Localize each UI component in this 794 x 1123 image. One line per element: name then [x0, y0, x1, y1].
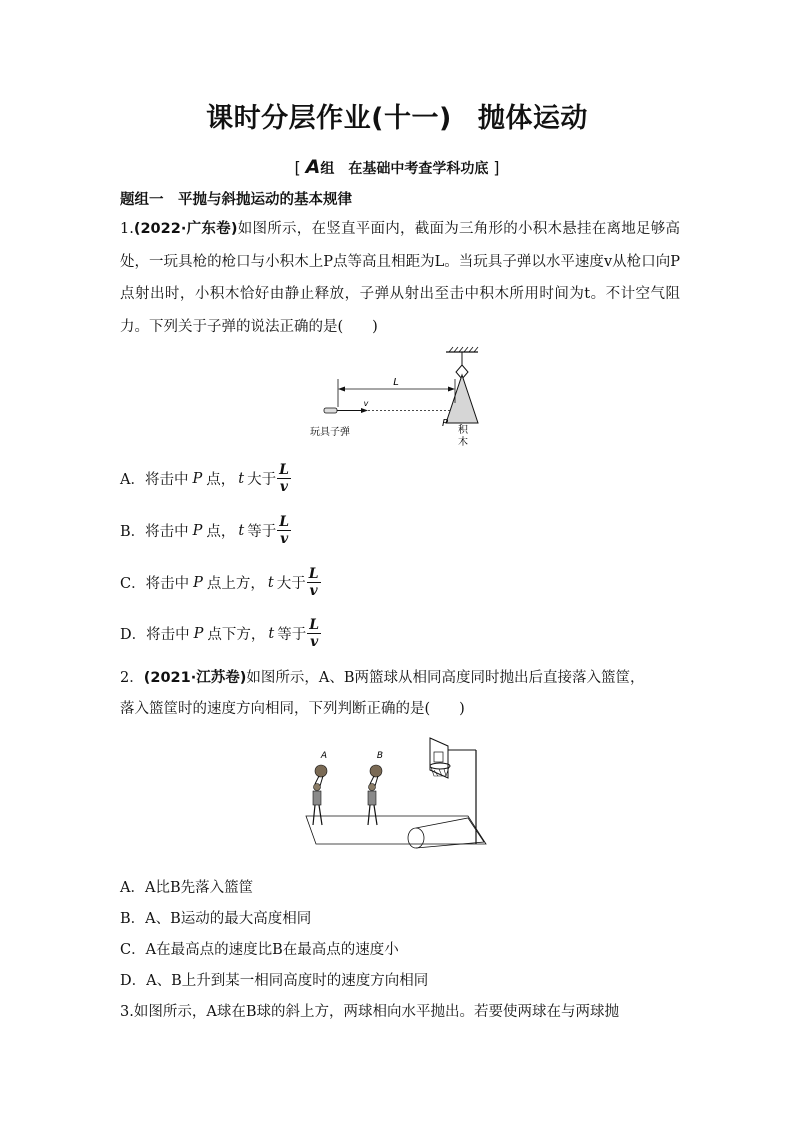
player-a-leg	[313, 805, 315, 825]
title-sub: 抛体运动	[477, 103, 588, 134]
player-b-head	[369, 784, 376, 791]
q1-text: 如图所示，在竖直平面内，截面为三角形的小积木悬挂在离地足够高处，一玩具枪的枪口与小积木上P点等高且相距为L。当玩具子弹以水平速度v从枪口向P点射出时，小积木恰好由静止释放，子弹从射出至击中积木所用时间为t。不计空气阻力。下列关于子弹的说法正确的是( )	[120, 221, 680, 335]
question-2-line-1	[120, 668, 680, 688]
question-1	[120, 213, 680, 343]
label-P: P	[441, 418, 448, 429]
section-heading: 题组一 平抛与斜抛运动的基本规律	[120, 192, 352, 208]
q3-number: 3.	[120, 1004, 134, 1020]
q2-option-b[interactable]: B．A、B运动的最大高度相同	[120, 911, 312, 927]
q1-source: (2022·广东卷)	[133, 221, 238, 237]
q1-option-b[interactable]: B．将击中 P 点， t 等于 $\frac{L}{v}$	[120, 514, 290, 547]
dim-arrow-left	[338, 387, 345, 392]
label-B: B	[376, 751, 384, 761]
q2-option-d[interactable]: D．A、B上升到某一相同高度时的速度方向相同	[120, 973, 429, 989]
label-toy-bullet: 玩具子弹	[310, 427, 350, 438]
player-a-body	[313, 791, 321, 805]
group-letter: A	[305, 156, 321, 178]
velocity-arrow	[361, 408, 368, 413]
ceiling-hatch	[449, 347, 478, 352]
player-a-leg	[319, 805, 322, 825]
page-title	[0, 96, 794, 135]
q1-figure	[300, 345, 500, 450]
q3-text: 如图所示，A球在B球的斜上方，两球相向水平抛出。若要使两球在与两球抛	[133, 1004, 619, 1020]
group-open-bracket: [	[294, 158, 301, 177]
group-text: 组 在基础中考查学科功底	[320, 161, 489, 177]
label-A: A	[320, 751, 328, 761]
wooden-block	[446, 375, 478, 423]
q2-figure	[298, 734, 488, 854]
court-circle	[408, 828, 424, 848]
player-b-body	[368, 791, 376, 805]
ball-a	[315, 765, 327, 777]
q1-option-d[interactable]: D．将击中 P 点下方， t 等于 $\frac{L}{v}$	[120, 617, 320, 650]
label-v: v	[363, 399, 369, 408]
player-a-arm	[320, 776, 323, 786]
fraction: $\frac{L}{v}$	[279, 462, 289, 495]
player-b-arm	[370, 776, 374, 784]
ball-b	[370, 765, 382, 777]
label-block-2: 木	[458, 437, 468, 448]
player-a-arm	[315, 776, 319, 784]
q2-text-1: 如图所示，A、B两篮球从相同高度同时抛出后直接落入篮筐，	[246, 670, 645, 686]
q1-option-c[interactable]: C．将击中 P 点上方， t 大于 $\frac{L}{v}$	[120, 566, 319, 599]
q2-source: (2021·江苏卷)	[143, 670, 247, 686]
q1-option-a[interactable]: A．将击中 P 点， t 大于 $\frac{L}{v}$	[120, 462, 289, 495]
fraction: $\frac{L}{v}$	[279, 514, 290, 547]
player-a-head	[314, 784, 321, 791]
court-outline	[306, 816, 486, 844]
q2-option-c[interactable]: C．A在最高点的速度比B在最高点的速度小	[120, 942, 399, 958]
fraction: $\frac{L}{v}$	[308, 566, 319, 599]
player-b-arm	[375, 776, 378, 786]
player-b-leg	[374, 805, 377, 825]
question-3-line-1	[120, 1002, 680, 1022]
key-lines	[416, 818, 484, 848]
dim-arrow-right	[448, 387, 455, 392]
label-L: L	[393, 377, 399, 388]
group-close-bracket: ]	[493, 158, 500, 177]
toy-bullet	[324, 408, 337, 413]
q2-number: 2．	[120, 670, 144, 686]
label-block-1: 积	[458, 425, 468, 436]
q2-option-a[interactable]: A．A比B先落入篮筐	[120, 880, 254, 896]
player-b-leg	[368, 805, 370, 825]
q1-number: 1.	[120, 221, 134, 237]
group-label	[0, 156, 794, 178]
fraction: $\frac{L}{v}$	[309, 617, 320, 650]
question-2-line-2: 落入篮筐时的速度方向相同，下列判断正确的是( )	[120, 701, 465, 717]
title-main: 课时分层作业(十一)	[206, 103, 452, 134]
